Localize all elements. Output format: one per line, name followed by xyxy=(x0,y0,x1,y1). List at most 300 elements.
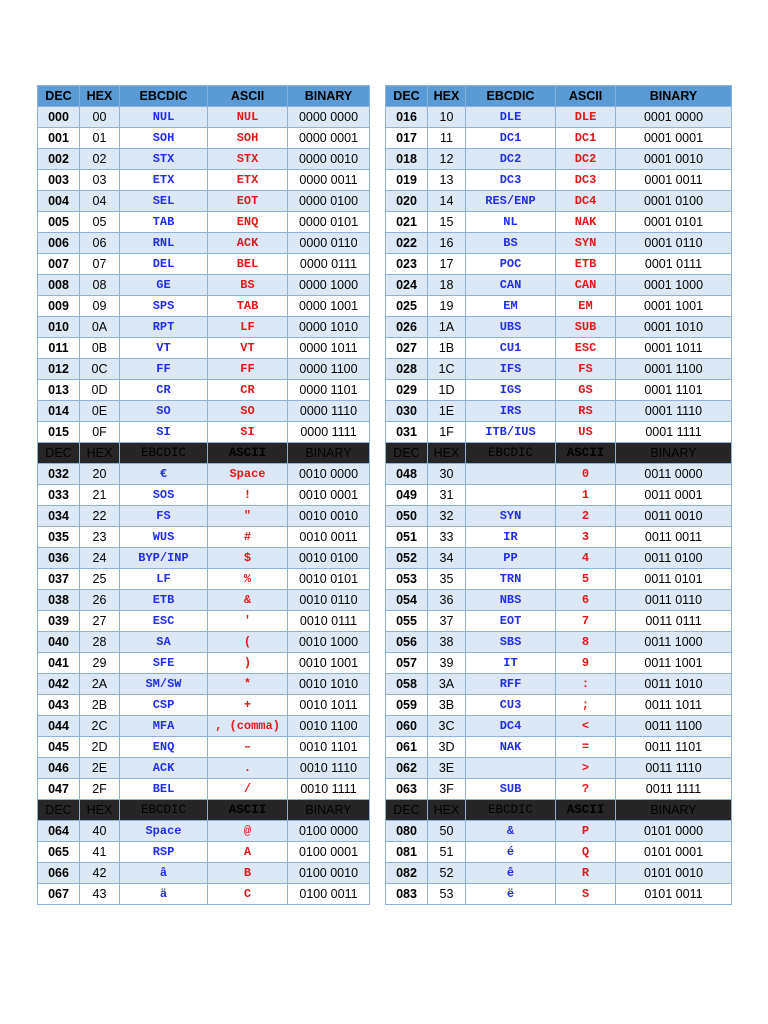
ascii-cell: R xyxy=(556,863,616,884)
hex-cell: 39 xyxy=(428,653,466,674)
ebcdic-cell: SOS xyxy=(120,485,208,506)
ebcdic-cell: RFF xyxy=(466,674,556,695)
dec-cell: 042 xyxy=(38,674,80,695)
binary-cell: 0011 0010 xyxy=(616,506,732,527)
column-gap xyxy=(370,485,386,506)
ebcdic-cell: ë xyxy=(466,884,556,905)
dec-cell: 040 xyxy=(38,632,80,653)
binary-cell: 0000 0001 xyxy=(288,128,370,149)
hex-cell: 3C xyxy=(428,716,466,737)
dec-cell: 064 xyxy=(38,821,80,842)
table-row xyxy=(38,506,732,527)
binary-cell: 0011 0111 xyxy=(616,611,732,632)
column-gap xyxy=(370,842,386,863)
binary-cell: 0000 1111 xyxy=(288,422,370,443)
header-dec: DEC xyxy=(386,86,428,107)
ebcdic-cell: & xyxy=(466,821,556,842)
ebcdic-cell: ITB/IUS xyxy=(466,422,556,443)
ascii-cell: SYN xyxy=(556,233,616,254)
hex-cell: 0B xyxy=(80,338,120,359)
column-gap xyxy=(370,695,386,716)
column-gap xyxy=(370,191,386,212)
ebcdic-cell: SM/SW xyxy=(120,674,208,695)
binary-cell: 0010 0110 xyxy=(288,590,370,611)
ebcdic-cell: DC3 xyxy=(466,170,556,191)
binary-cell: 0000 1011 xyxy=(288,338,370,359)
ascii-cell: 3 xyxy=(556,527,616,548)
ascii-cell: TAB xyxy=(208,296,288,317)
hex-cell: 05 xyxy=(80,212,120,233)
ebcdic-cell: IT xyxy=(466,653,556,674)
ebcdic-cell: SO xyxy=(120,401,208,422)
binary-cell: 0010 0000 xyxy=(288,464,370,485)
header-hex: HEX xyxy=(80,800,120,821)
dec-cell: 022 xyxy=(386,233,428,254)
column-gap xyxy=(370,590,386,611)
table-row xyxy=(38,527,732,548)
dec-cell: 082 xyxy=(386,863,428,884)
ascii-cell: SI xyxy=(208,422,288,443)
ascii-cell: + xyxy=(208,695,288,716)
dec-cell: 054 xyxy=(386,590,428,611)
binary-cell: 0010 0100 xyxy=(288,548,370,569)
ascii-cell: C xyxy=(208,884,288,905)
table-row xyxy=(38,380,732,401)
table-row xyxy=(38,590,732,611)
hex-cell: 30 xyxy=(428,464,466,485)
ebcdic-cell: EOT xyxy=(466,611,556,632)
dec-cell: 021 xyxy=(386,212,428,233)
hex-cell: 0C xyxy=(80,359,120,380)
ascii-cell: EM xyxy=(556,296,616,317)
dec-cell: 017 xyxy=(386,128,428,149)
ebcdic-cell: CSP xyxy=(120,695,208,716)
ascii-cell: CR xyxy=(208,380,288,401)
dec-cell: 047 xyxy=(38,779,80,800)
hex-cell: 3B xyxy=(428,695,466,716)
column-gap xyxy=(370,506,386,527)
binary-cell: 0010 0011 xyxy=(288,527,370,548)
hex-cell: 16 xyxy=(428,233,466,254)
dec-cell: 050 xyxy=(386,506,428,527)
hex-cell: 21 xyxy=(80,485,120,506)
column-gap xyxy=(370,632,386,653)
header-dec: DEC xyxy=(38,443,80,464)
binary-cell: 0000 1101 xyxy=(288,380,370,401)
header-ebcdic: EBCDIC xyxy=(120,86,208,107)
ebcdic-cell: é xyxy=(466,842,556,863)
ebcdic-cell: IR xyxy=(466,527,556,548)
ascii-cell: Q xyxy=(556,842,616,863)
ebcdic-cell: DEL xyxy=(120,254,208,275)
binary-cell: 0011 0000 xyxy=(616,464,732,485)
header-ebcdic: EBCDIC xyxy=(466,443,556,464)
ascii-cell: ? xyxy=(556,779,616,800)
binary-cell: 0001 1000 xyxy=(616,275,732,296)
table-row xyxy=(38,674,732,695)
table-header-row xyxy=(38,800,732,821)
dec-cell: 032 xyxy=(38,464,80,485)
ascii-cell: < xyxy=(556,716,616,737)
binary-cell: 0000 0100 xyxy=(288,191,370,212)
hex-cell: 50 xyxy=(428,821,466,842)
column-gap xyxy=(370,758,386,779)
dec-cell: 016 xyxy=(386,107,428,128)
ebcdic-cell: STX xyxy=(120,149,208,170)
column-gap xyxy=(370,884,386,905)
table-row xyxy=(38,422,732,443)
dec-cell: 008 xyxy=(38,275,80,296)
binary-cell: 0000 1001 xyxy=(288,296,370,317)
table-row xyxy=(38,233,732,254)
ebcdic-cell: UBS xyxy=(466,317,556,338)
dec-cell: 052 xyxy=(386,548,428,569)
ascii-cell: * xyxy=(208,674,288,695)
table-row xyxy=(38,485,732,506)
binary-cell: 0011 0100 xyxy=(616,548,732,569)
table-row xyxy=(38,821,732,842)
hex-cell: 09 xyxy=(80,296,120,317)
hex-cell: 0F xyxy=(80,422,120,443)
ebcdic-cell: € xyxy=(120,464,208,485)
dec-cell: 051 xyxy=(386,527,428,548)
table-row xyxy=(38,884,732,905)
ascii-cell: RS xyxy=(556,401,616,422)
binary-cell: 0001 0101 xyxy=(616,212,732,233)
dec-cell: 023 xyxy=(386,254,428,275)
ascii-cell: 9 xyxy=(556,653,616,674)
dec-cell: 030 xyxy=(386,401,428,422)
ebcdic-cell: ACK xyxy=(120,758,208,779)
binary-cell: 0001 1111 xyxy=(616,422,732,443)
ascii-cell: EOT xyxy=(208,191,288,212)
hex-cell: 53 xyxy=(428,884,466,905)
ebcdic-cell: SA xyxy=(120,632,208,653)
table-row xyxy=(38,758,732,779)
ebcdic-cell: VT xyxy=(120,338,208,359)
ascii-cell: ENQ xyxy=(208,212,288,233)
table-row xyxy=(38,296,732,317)
dec-cell: 002 xyxy=(38,149,80,170)
ascii-cell: % xyxy=(208,569,288,590)
hex-cell: 01 xyxy=(80,128,120,149)
column-gap xyxy=(370,527,386,548)
ascii-cell: DC2 xyxy=(556,149,616,170)
binary-cell: 0001 0110 xyxy=(616,233,732,254)
ascii-cell: ESC xyxy=(556,338,616,359)
binary-cell: 0011 0110 xyxy=(616,590,732,611)
column-gap xyxy=(370,128,386,149)
ascii-cell: P xyxy=(556,821,616,842)
header-hex: HEX xyxy=(428,800,466,821)
dec-cell: 012 xyxy=(38,359,80,380)
ascii-cell: = xyxy=(556,737,616,758)
ebcdic-cell: SEL xyxy=(120,191,208,212)
binary-cell: 0100 0000 xyxy=(288,821,370,842)
ebcdic-cell: EM xyxy=(466,296,556,317)
ascii-cell: CAN xyxy=(556,275,616,296)
dec-cell: 003 xyxy=(38,170,80,191)
ascii-cell: : xyxy=(556,674,616,695)
dec-cell: 044 xyxy=(38,716,80,737)
ebcdic-cell: SI xyxy=(120,422,208,443)
ebcdic-cell: DC2 xyxy=(466,149,556,170)
ebcdic-cell: ETX xyxy=(120,170,208,191)
column-gap xyxy=(370,86,386,107)
binary-cell: 0001 0000 xyxy=(616,107,732,128)
ascii-cell: > xyxy=(556,758,616,779)
dec-cell: 067 xyxy=(38,884,80,905)
hex-cell: 2A xyxy=(80,674,120,695)
column-gap xyxy=(370,422,386,443)
header-ascii: ASCII xyxy=(208,443,288,464)
table-row xyxy=(38,170,732,191)
hex-cell: 24 xyxy=(80,548,120,569)
column-gap xyxy=(370,821,386,842)
binary-cell: 0010 1001 xyxy=(288,653,370,674)
dec-cell: 027 xyxy=(386,338,428,359)
ascii-cell: $ xyxy=(208,548,288,569)
hex-cell: 26 xyxy=(80,590,120,611)
hex-cell: 37 xyxy=(428,611,466,632)
ascii-cell: S xyxy=(556,884,616,905)
hex-cell: 38 xyxy=(428,632,466,653)
binary-cell: 0000 0110 xyxy=(288,233,370,254)
hex-cell: 3D xyxy=(428,737,466,758)
dec-cell: 033 xyxy=(38,485,80,506)
binary-cell: 0000 1000 xyxy=(288,275,370,296)
header-dec: DEC xyxy=(386,443,428,464)
dec-cell: 043 xyxy=(38,695,80,716)
dec-cell: 004 xyxy=(38,191,80,212)
ebcdic-cell: Space xyxy=(120,821,208,842)
ebcdic-cell: GE xyxy=(120,275,208,296)
binary-cell: 0001 0001 xyxy=(616,128,732,149)
dec-cell: 053 xyxy=(386,569,428,590)
column-gap xyxy=(370,611,386,632)
hex-cell: 1A xyxy=(428,317,466,338)
header-hex: HEX xyxy=(428,443,466,464)
ebcdic-cell: CAN xyxy=(466,275,556,296)
ascii-cell: " xyxy=(208,506,288,527)
binary-cell: 0001 0100 xyxy=(616,191,732,212)
column-gap xyxy=(370,548,386,569)
ascii-cell: 1 xyxy=(556,485,616,506)
table-row xyxy=(38,338,732,359)
header-ascii: ASCII xyxy=(556,86,616,107)
table-row xyxy=(38,212,732,233)
table-row xyxy=(38,716,732,737)
hex-cell: 02 xyxy=(80,149,120,170)
binary-cell: 0000 0101 xyxy=(288,212,370,233)
hex-cell: 0A xyxy=(80,317,120,338)
header-hex: HEX xyxy=(80,86,120,107)
hex-cell: 52 xyxy=(428,863,466,884)
ascii-cell: ETB xyxy=(556,254,616,275)
ebcdic-cell: IGS xyxy=(466,380,556,401)
binary-cell: 0010 1110 xyxy=(288,758,370,779)
hex-cell: 29 xyxy=(80,653,120,674)
ebcdic-cell: DC4 xyxy=(466,716,556,737)
hex-cell: 04 xyxy=(80,191,120,212)
ascii-cell: 0 xyxy=(556,464,616,485)
ebcdic-cell: TRN xyxy=(466,569,556,590)
ebcdic-cell: IRS xyxy=(466,401,556,422)
dec-cell: 049 xyxy=(386,485,428,506)
binary-cell: 0011 1000 xyxy=(616,632,732,653)
dec-cell: 010 xyxy=(38,317,80,338)
dec-cell: 038 xyxy=(38,590,80,611)
hex-cell: 1E xyxy=(428,401,466,422)
ebcdic-cell: SFE xyxy=(120,653,208,674)
binary-cell: 0011 1100 xyxy=(616,716,732,737)
binary-cell: 0001 1100 xyxy=(616,359,732,380)
binary-cell: 0010 0111 xyxy=(288,611,370,632)
hex-cell: 13 xyxy=(428,170,466,191)
dec-cell: 081 xyxy=(386,842,428,863)
header-dec: DEC xyxy=(38,86,80,107)
dec-cell: 083 xyxy=(386,884,428,905)
ebcdic-cell xyxy=(466,485,556,506)
ebcdic-cell: NL xyxy=(466,212,556,233)
binary-cell: 0000 0000 xyxy=(288,107,370,128)
hex-cell: 3A xyxy=(428,674,466,695)
binary-cell: 0001 0010 xyxy=(616,149,732,170)
binary-cell: 0011 1101 xyxy=(616,737,732,758)
ascii-cell: DC4 xyxy=(556,191,616,212)
hex-cell: 00 xyxy=(80,107,120,128)
dec-cell: 005 xyxy=(38,212,80,233)
column-gap xyxy=(370,317,386,338)
hex-cell: 23 xyxy=(80,527,120,548)
ascii-cell: DC1 xyxy=(556,128,616,149)
table-row xyxy=(38,275,732,296)
dec-cell: 036 xyxy=(38,548,80,569)
ebcdic-ascii-code-table xyxy=(37,85,732,905)
binary-cell: 0000 0010 xyxy=(288,149,370,170)
header-binary: BINARY xyxy=(616,443,732,464)
hex-cell: 51 xyxy=(428,842,466,863)
dec-cell: 056 xyxy=(386,632,428,653)
ascii-cell: 4 xyxy=(556,548,616,569)
ebcdic-cell: CU1 xyxy=(466,338,556,359)
hex-cell: 35 xyxy=(428,569,466,590)
ascii-cell: ACK xyxy=(208,233,288,254)
column-gap xyxy=(370,779,386,800)
ascii-cell: FF xyxy=(208,359,288,380)
binary-cell: 0010 1100 xyxy=(288,716,370,737)
hex-cell: 40 xyxy=(80,821,120,842)
hex-cell: 03 xyxy=(80,170,120,191)
hex-cell: 1C xyxy=(428,359,466,380)
binary-cell: 0011 1001 xyxy=(616,653,732,674)
column-gap xyxy=(370,254,386,275)
ascii-cell: A xyxy=(208,842,288,863)
ebcdic-cell: ä xyxy=(120,884,208,905)
column-gap xyxy=(370,107,386,128)
ascii-cell: DC3 xyxy=(556,170,616,191)
dec-cell: 011 xyxy=(38,338,80,359)
binary-cell: 0010 1101 xyxy=(288,737,370,758)
ascii-cell: VT xyxy=(208,338,288,359)
column-gap xyxy=(370,296,386,317)
ebcdic-cell: SBS xyxy=(466,632,556,653)
hex-cell: 36 xyxy=(428,590,466,611)
column-gap xyxy=(370,380,386,401)
table-row xyxy=(38,842,732,863)
hex-cell: 15 xyxy=(428,212,466,233)
dec-cell: 029 xyxy=(386,380,428,401)
ascii-cell: ( xyxy=(208,632,288,653)
hex-cell: 2F xyxy=(80,779,120,800)
binary-cell: 0011 0101 xyxy=(616,569,732,590)
ascii-cell: 6 xyxy=(556,590,616,611)
binary-cell: 0100 0001 xyxy=(288,842,370,863)
table-row xyxy=(38,653,732,674)
header-ascii: ASCII xyxy=(556,443,616,464)
hex-cell: 0D xyxy=(80,380,120,401)
column-gap xyxy=(370,212,386,233)
dec-cell: 020 xyxy=(386,191,428,212)
ebcdic-cell: RES/ENP xyxy=(466,191,556,212)
binary-cell: 0010 0001 xyxy=(288,485,370,506)
dec-cell: 057 xyxy=(386,653,428,674)
table-row xyxy=(38,359,732,380)
hex-cell: 07 xyxy=(80,254,120,275)
hex-cell: 17 xyxy=(428,254,466,275)
dec-cell: 025 xyxy=(386,296,428,317)
hex-cell: 43 xyxy=(80,884,120,905)
table-row xyxy=(38,632,732,653)
table-row xyxy=(38,569,732,590)
hex-cell: 06 xyxy=(80,233,120,254)
binary-cell: 0010 1011 xyxy=(288,695,370,716)
binary-cell: 0011 0001 xyxy=(616,485,732,506)
binary-cell: 0001 1001 xyxy=(616,296,732,317)
dec-cell: 041 xyxy=(38,653,80,674)
binary-cell: 0101 0011 xyxy=(616,884,732,905)
binary-cell: 0000 0011 xyxy=(288,170,370,191)
dec-cell: 014 xyxy=(38,401,80,422)
dec-cell: 035 xyxy=(38,527,80,548)
column-gap xyxy=(370,233,386,254)
binary-cell: 0010 0010 xyxy=(288,506,370,527)
header-dec: DEC xyxy=(386,800,428,821)
hex-cell: 20 xyxy=(80,464,120,485)
ebcdic-cell: NBS xyxy=(466,590,556,611)
hex-cell: 33 xyxy=(428,527,466,548)
ebcdic-cell: SUB xyxy=(466,779,556,800)
ebcdic-cell: SPS xyxy=(120,296,208,317)
table-row xyxy=(38,149,732,170)
table-row xyxy=(38,695,732,716)
column-gap xyxy=(370,149,386,170)
column-gap xyxy=(370,170,386,191)
ascii-cell: – xyxy=(208,737,288,758)
ebcdic-cell: â xyxy=(120,863,208,884)
ebcdic-cell: FF xyxy=(120,359,208,380)
dec-cell: 024 xyxy=(386,275,428,296)
table-row xyxy=(38,401,732,422)
binary-cell: 0011 1111 xyxy=(616,779,732,800)
header-binary: BINARY xyxy=(288,800,370,821)
dec-cell: 031 xyxy=(386,422,428,443)
hex-cell: 27 xyxy=(80,611,120,632)
ascii-cell: / xyxy=(208,779,288,800)
hex-cell: 2B xyxy=(80,695,120,716)
header-binary: BINARY xyxy=(288,443,370,464)
dec-cell: 026 xyxy=(386,317,428,338)
